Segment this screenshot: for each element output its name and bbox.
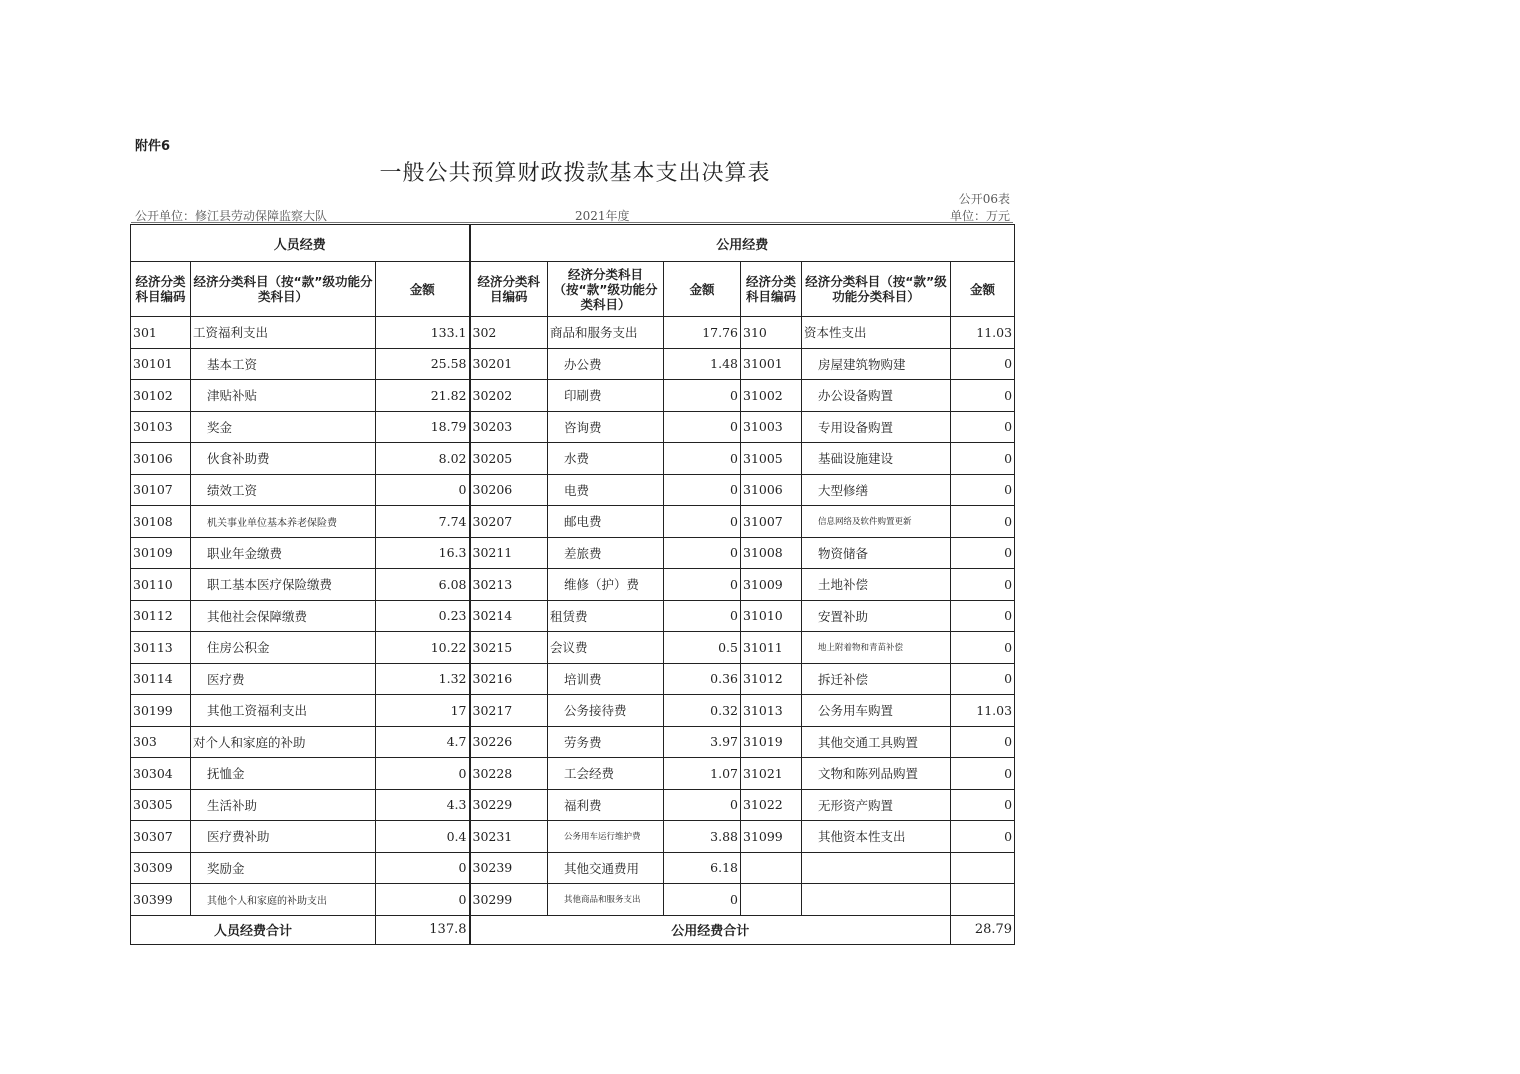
- unit-name: 公开单位：修江县劳动保障监察大队: [135, 209, 328, 223]
- row-name-a: 奖励金: [191, 852, 376, 884]
- row-name-b: 租赁费: [548, 600, 664, 632]
- row-name-b: 水费: [548, 443, 664, 475]
- table-row: [131, 474, 1015, 506]
- currency-unit: 单位：万元: [949, 209, 1010, 223]
- table-row: [131, 758, 1015, 790]
- row-amount-b: 3.88: [664, 821, 741, 853]
- row-amount-a: 8.02: [376, 443, 470, 475]
- row-name-c: 地上附着物和青苗补偿: [802, 632, 951, 664]
- table-row: [131, 852, 1015, 884]
- table-row: [131, 789, 1015, 821]
- row-amount-a: 25.58: [376, 348, 470, 380]
- row-amount-b: 0: [664, 380, 741, 412]
- table-row: [131, 443, 1015, 475]
- row-name-a: 其他个人和家庭的补助支出: [191, 884, 376, 916]
- row-amount-a: 16.3: [376, 537, 470, 569]
- table-row: [131, 348, 1015, 380]
- row-amount-c: 0: [951, 443, 1015, 475]
- group-public: 公用经费: [470, 225, 1015, 262]
- row-amount-b: 0: [664, 884, 741, 916]
- row-code-a: 30399: [131, 884, 191, 916]
- row-code-a: 30307: [131, 821, 191, 853]
- row-amount-a: 17: [376, 695, 470, 727]
- row-code-b: 30202: [470, 380, 548, 412]
- row-amount-b: 0.32: [664, 695, 741, 727]
- row-amount-b: 0: [664, 474, 741, 506]
- row-code-a: 30112: [131, 600, 191, 632]
- row-code-a: 30110: [131, 569, 191, 601]
- row-code-b: 30207: [470, 506, 548, 538]
- row-amount-b: 0: [664, 443, 741, 475]
- row-name-b: 劳务费: [548, 726, 664, 758]
- row-amount-a: 0: [376, 852, 470, 884]
- row-amount-c: [951, 852, 1015, 884]
- row-amount-b: 0.5: [664, 632, 741, 664]
- row-name-a: 抚恤金: [191, 758, 376, 790]
- row-name-a: 医疗费补助: [191, 821, 376, 853]
- row-name-b: 其他交通费用: [548, 852, 664, 884]
- row-name-c: 房屋建筑物购建: [802, 348, 951, 380]
- row-code-b: 30214: [470, 600, 548, 632]
- row-code-c: 31006: [741, 474, 802, 506]
- col-header-code-c: 经济分类科目编码: [741, 262, 802, 317]
- row-name-b: 差旅费: [548, 537, 664, 569]
- row-code-c: 31005: [741, 443, 802, 475]
- row-name-b: 咨询费: [548, 411, 664, 443]
- row-name-c: [802, 884, 951, 916]
- table-row: [131, 884, 1015, 916]
- row-code-a: 30107: [131, 474, 191, 506]
- personnel-total-amount: 137.8: [376, 915, 470, 944]
- row-name-c: 其他交通工具购置: [802, 726, 951, 758]
- row-amount-b: 1.07: [664, 758, 741, 790]
- row-amount-a: 6.08: [376, 569, 470, 601]
- row-name-c: 信息网络及软件购置更新: [802, 506, 951, 538]
- row-name-c: 土地补偿: [802, 569, 951, 601]
- col-header-code-b: 经济分类科目编码: [470, 262, 548, 317]
- row-amount-a: 18.79: [376, 411, 470, 443]
- table-row: [131, 411, 1015, 443]
- row-code-b: 30299: [470, 884, 548, 916]
- row-name-b: 邮电费: [548, 506, 664, 538]
- row-code-a: 30103: [131, 411, 191, 443]
- row-amount-a: 133.1: [376, 317, 470, 349]
- row-name-b: 商品和服务支出: [548, 317, 664, 349]
- row-code-a: 30199: [131, 695, 191, 727]
- form-number: 公开06表: [958, 192, 1010, 206]
- row-code-c: 31013: [741, 695, 802, 727]
- row-code-b: 30215: [470, 632, 548, 664]
- row-code-c: [741, 884, 802, 916]
- row-code-a: 30309: [131, 852, 191, 884]
- row-name-c: 办公设备购置: [802, 380, 951, 412]
- row-code-c: 31008: [741, 537, 802, 569]
- row-code-b: 30203: [470, 411, 548, 443]
- row-code-a: 30106: [131, 443, 191, 475]
- row-amount-a: 0.23: [376, 600, 470, 632]
- row-name-b: 公务用车运行维护费: [548, 821, 664, 853]
- row-code-c: [741, 852, 802, 884]
- row-name-b: 办公费: [548, 348, 664, 380]
- row-name-c: 物资储备: [802, 537, 951, 569]
- row-name-b: 工会经费: [548, 758, 664, 790]
- row-name-a: 机关事业单位基本养老保险费: [191, 506, 376, 538]
- row-code-b: 30206: [470, 474, 548, 506]
- row-amount-b: 0: [664, 537, 741, 569]
- row-amount-b: 0: [664, 789, 741, 821]
- group-header-row: [131, 225, 1015, 262]
- row-code-c: 31009: [741, 569, 802, 601]
- group-personnel: 人员经费: [131, 225, 470, 262]
- row-amount-b: 0: [664, 569, 741, 601]
- table-row: [131, 506, 1015, 538]
- row-amount-c: 0: [951, 663, 1015, 695]
- row-name-c: 资本性支出: [802, 317, 951, 349]
- row-code-c: 31019: [741, 726, 802, 758]
- row-code-b: 30201: [470, 348, 548, 380]
- table-row: [131, 821, 1015, 853]
- row-code-c: 31003: [741, 411, 802, 443]
- row-code-a: 30305: [131, 789, 191, 821]
- page-title: 一般公共预算财政拨款基本支出决算表: [379, 161, 771, 186]
- row-name-b: 其他商品和服务支出: [548, 884, 664, 916]
- row-name-a: 基本工资: [191, 348, 376, 380]
- row-amount-b: 1.48: [664, 348, 741, 380]
- row-amount-c: 0: [951, 726, 1015, 758]
- row-code-c: 31007: [741, 506, 802, 538]
- personnel-total-label: 人员经费合计: [131, 915, 376, 944]
- row-amount-a: 0: [376, 758, 470, 790]
- table-row: [131, 726, 1015, 758]
- row-name-b: 公务接待费: [548, 695, 664, 727]
- row-code-c: 31012: [741, 663, 802, 695]
- table-row: [131, 695, 1015, 727]
- col-header-name-a: 经济分类科目（按“款”级功能分类科目）: [191, 262, 376, 317]
- totals-row: [131, 915, 1015, 944]
- row-name-a: 对个人和家庭的补助: [191, 726, 376, 758]
- row-code-a: 30101: [131, 348, 191, 380]
- row-code-b: 30216: [470, 663, 548, 695]
- row-code-a: 30109: [131, 537, 191, 569]
- expenditure-table: [130, 224, 1015, 945]
- row-name-c: [802, 852, 951, 884]
- col-header-amount-a: 金额: [376, 262, 470, 317]
- row-amount-a: 4.3: [376, 789, 470, 821]
- table-row: [131, 317, 1015, 349]
- row-amount-c: 0: [951, 789, 1015, 821]
- row-amount-c: 0: [951, 758, 1015, 790]
- row-name-c: 安置补助: [802, 600, 951, 632]
- table-row: [131, 663, 1015, 695]
- row-code-a: 30113: [131, 632, 191, 664]
- row-amount-b: 0: [664, 600, 741, 632]
- row-amount-c: 0: [951, 348, 1015, 380]
- row-code-b: 30231: [470, 821, 548, 853]
- row-name-c: 大型修缮: [802, 474, 951, 506]
- row-amount-b: 17.76: [664, 317, 741, 349]
- row-code-b: 30211: [470, 537, 548, 569]
- row-code-b: 30205: [470, 443, 548, 475]
- row-name-c: 基础设施建设: [802, 443, 951, 475]
- row-name-a: 住房公积金: [191, 632, 376, 664]
- col-header-name-b: 经济分类科目（按“款”级功能分类科目）: [548, 262, 664, 317]
- public-total-amount: 28.79: [951, 915, 1015, 944]
- row-name-b: 印刷费: [548, 380, 664, 412]
- row-amount-c: 0: [951, 411, 1015, 443]
- header-divider: [131, 222, 1013, 223]
- row-amount-a: 0: [376, 884, 470, 916]
- row-code-c: 310: [741, 317, 802, 349]
- row-amount-a: 21.82: [376, 380, 470, 412]
- row-code-b: 30217: [470, 695, 548, 727]
- row-amount-b: 0: [664, 411, 741, 443]
- row-amount-c: 0: [951, 600, 1015, 632]
- row-name-a: 津贴补贴: [191, 380, 376, 412]
- row-name-c: 专用设备购置: [802, 411, 951, 443]
- row-code-b: 30239: [470, 852, 548, 884]
- row-name-a: 工资福利支出: [191, 317, 376, 349]
- row-code-a: 30102: [131, 380, 191, 412]
- row-amount-a: 10.22: [376, 632, 470, 664]
- row-code-b: 30229: [470, 789, 548, 821]
- row-name-c: 文物和陈列品购置: [802, 758, 951, 790]
- row-amount-a: 4.7: [376, 726, 470, 758]
- row-code-c: 31022: [741, 789, 802, 821]
- row-name-b: 维修（护）费: [548, 569, 664, 601]
- row-amount-b: 6.18: [664, 852, 741, 884]
- row-name-b: 会议费: [548, 632, 664, 664]
- row-code-c: 31099: [741, 821, 802, 853]
- row-amount-c: 0: [951, 380, 1015, 412]
- row-code-a: 301: [131, 317, 191, 349]
- row-name-a: 生活补助: [191, 789, 376, 821]
- row-amount-b: 3.97: [664, 726, 741, 758]
- row-amount-c: 0: [951, 821, 1015, 853]
- col-header-amount-c: 金额: [951, 262, 1015, 317]
- row-amount-c: 0: [951, 537, 1015, 569]
- row-code-a: 30108: [131, 506, 191, 538]
- row-code-a: 30304: [131, 758, 191, 790]
- row-name-a: 伙食补助费: [191, 443, 376, 475]
- attachment-label: 附件6: [135, 139, 171, 154]
- row-code-b: 30226: [470, 726, 548, 758]
- row-code-a: 30114: [131, 663, 191, 695]
- col-header-name-c: 经济分类科目（按“款”级功能分类科目）: [802, 262, 951, 317]
- row-code-b: 30213: [470, 569, 548, 601]
- row-amount-c: 11.03: [951, 317, 1015, 349]
- row-code-a: 303: [131, 726, 191, 758]
- row-amount-c: 0: [951, 632, 1015, 664]
- table-row: [131, 600, 1015, 632]
- row-amount-a: 7.74: [376, 506, 470, 538]
- row-code-b: 30228: [470, 758, 548, 790]
- row-name-c: 其他资本性支出: [802, 821, 951, 853]
- row-amount-b: 0.36: [664, 663, 741, 695]
- row-amount-a: 0.4: [376, 821, 470, 853]
- row-name-a: 绩效工资: [191, 474, 376, 506]
- row-amount-c: 0: [951, 474, 1015, 506]
- row-name-a: 医疗费: [191, 663, 376, 695]
- fiscal-year: 2021年度: [575, 209, 630, 223]
- row-code-c: 31011: [741, 632, 802, 664]
- public-total-label: 公用经费合计: [470, 915, 951, 944]
- row-name-c: 拆迁补偿: [802, 663, 951, 695]
- row-code-c: 31010: [741, 600, 802, 632]
- row-amount-b: 0: [664, 506, 741, 538]
- row-name-a: 其他工资福利支出: [191, 695, 376, 727]
- row-code-b: 302: [470, 317, 548, 349]
- row-name-c: 公务用车购置: [802, 695, 951, 727]
- row-name-b: 培训费: [548, 663, 664, 695]
- row-name-a: 职业年金缴费: [191, 537, 376, 569]
- row-name-a: 奖金: [191, 411, 376, 443]
- table-row: [131, 537, 1015, 569]
- table-row: [131, 569, 1015, 601]
- row-name-a: 其他社会保障缴费: [191, 600, 376, 632]
- column-header-row: [131, 262, 1015, 317]
- row-code-c: 31001: [741, 348, 802, 380]
- row-name-b: 福利费: [548, 789, 664, 821]
- row-amount-a: 0: [376, 474, 470, 506]
- row-name-a: 职工基本医疗保险缴费: [191, 569, 376, 601]
- table-row: [131, 632, 1015, 664]
- row-code-c: 31021: [741, 758, 802, 790]
- row-amount-a: 1.32: [376, 663, 470, 695]
- row-name-b: 电费: [548, 474, 664, 506]
- table-row: [131, 380, 1015, 412]
- row-amount-c: 0: [951, 569, 1015, 601]
- row-name-c: 无形资产购置: [802, 789, 951, 821]
- row-code-c: 31002: [741, 380, 802, 412]
- col-header-code-a: 经济分类科目编码: [131, 262, 191, 317]
- row-amount-c: 11.03: [951, 695, 1015, 727]
- col-header-amount-b: 金额: [664, 262, 741, 317]
- row-amount-c: [951, 884, 1015, 916]
- row-amount-c: 0: [951, 506, 1015, 538]
